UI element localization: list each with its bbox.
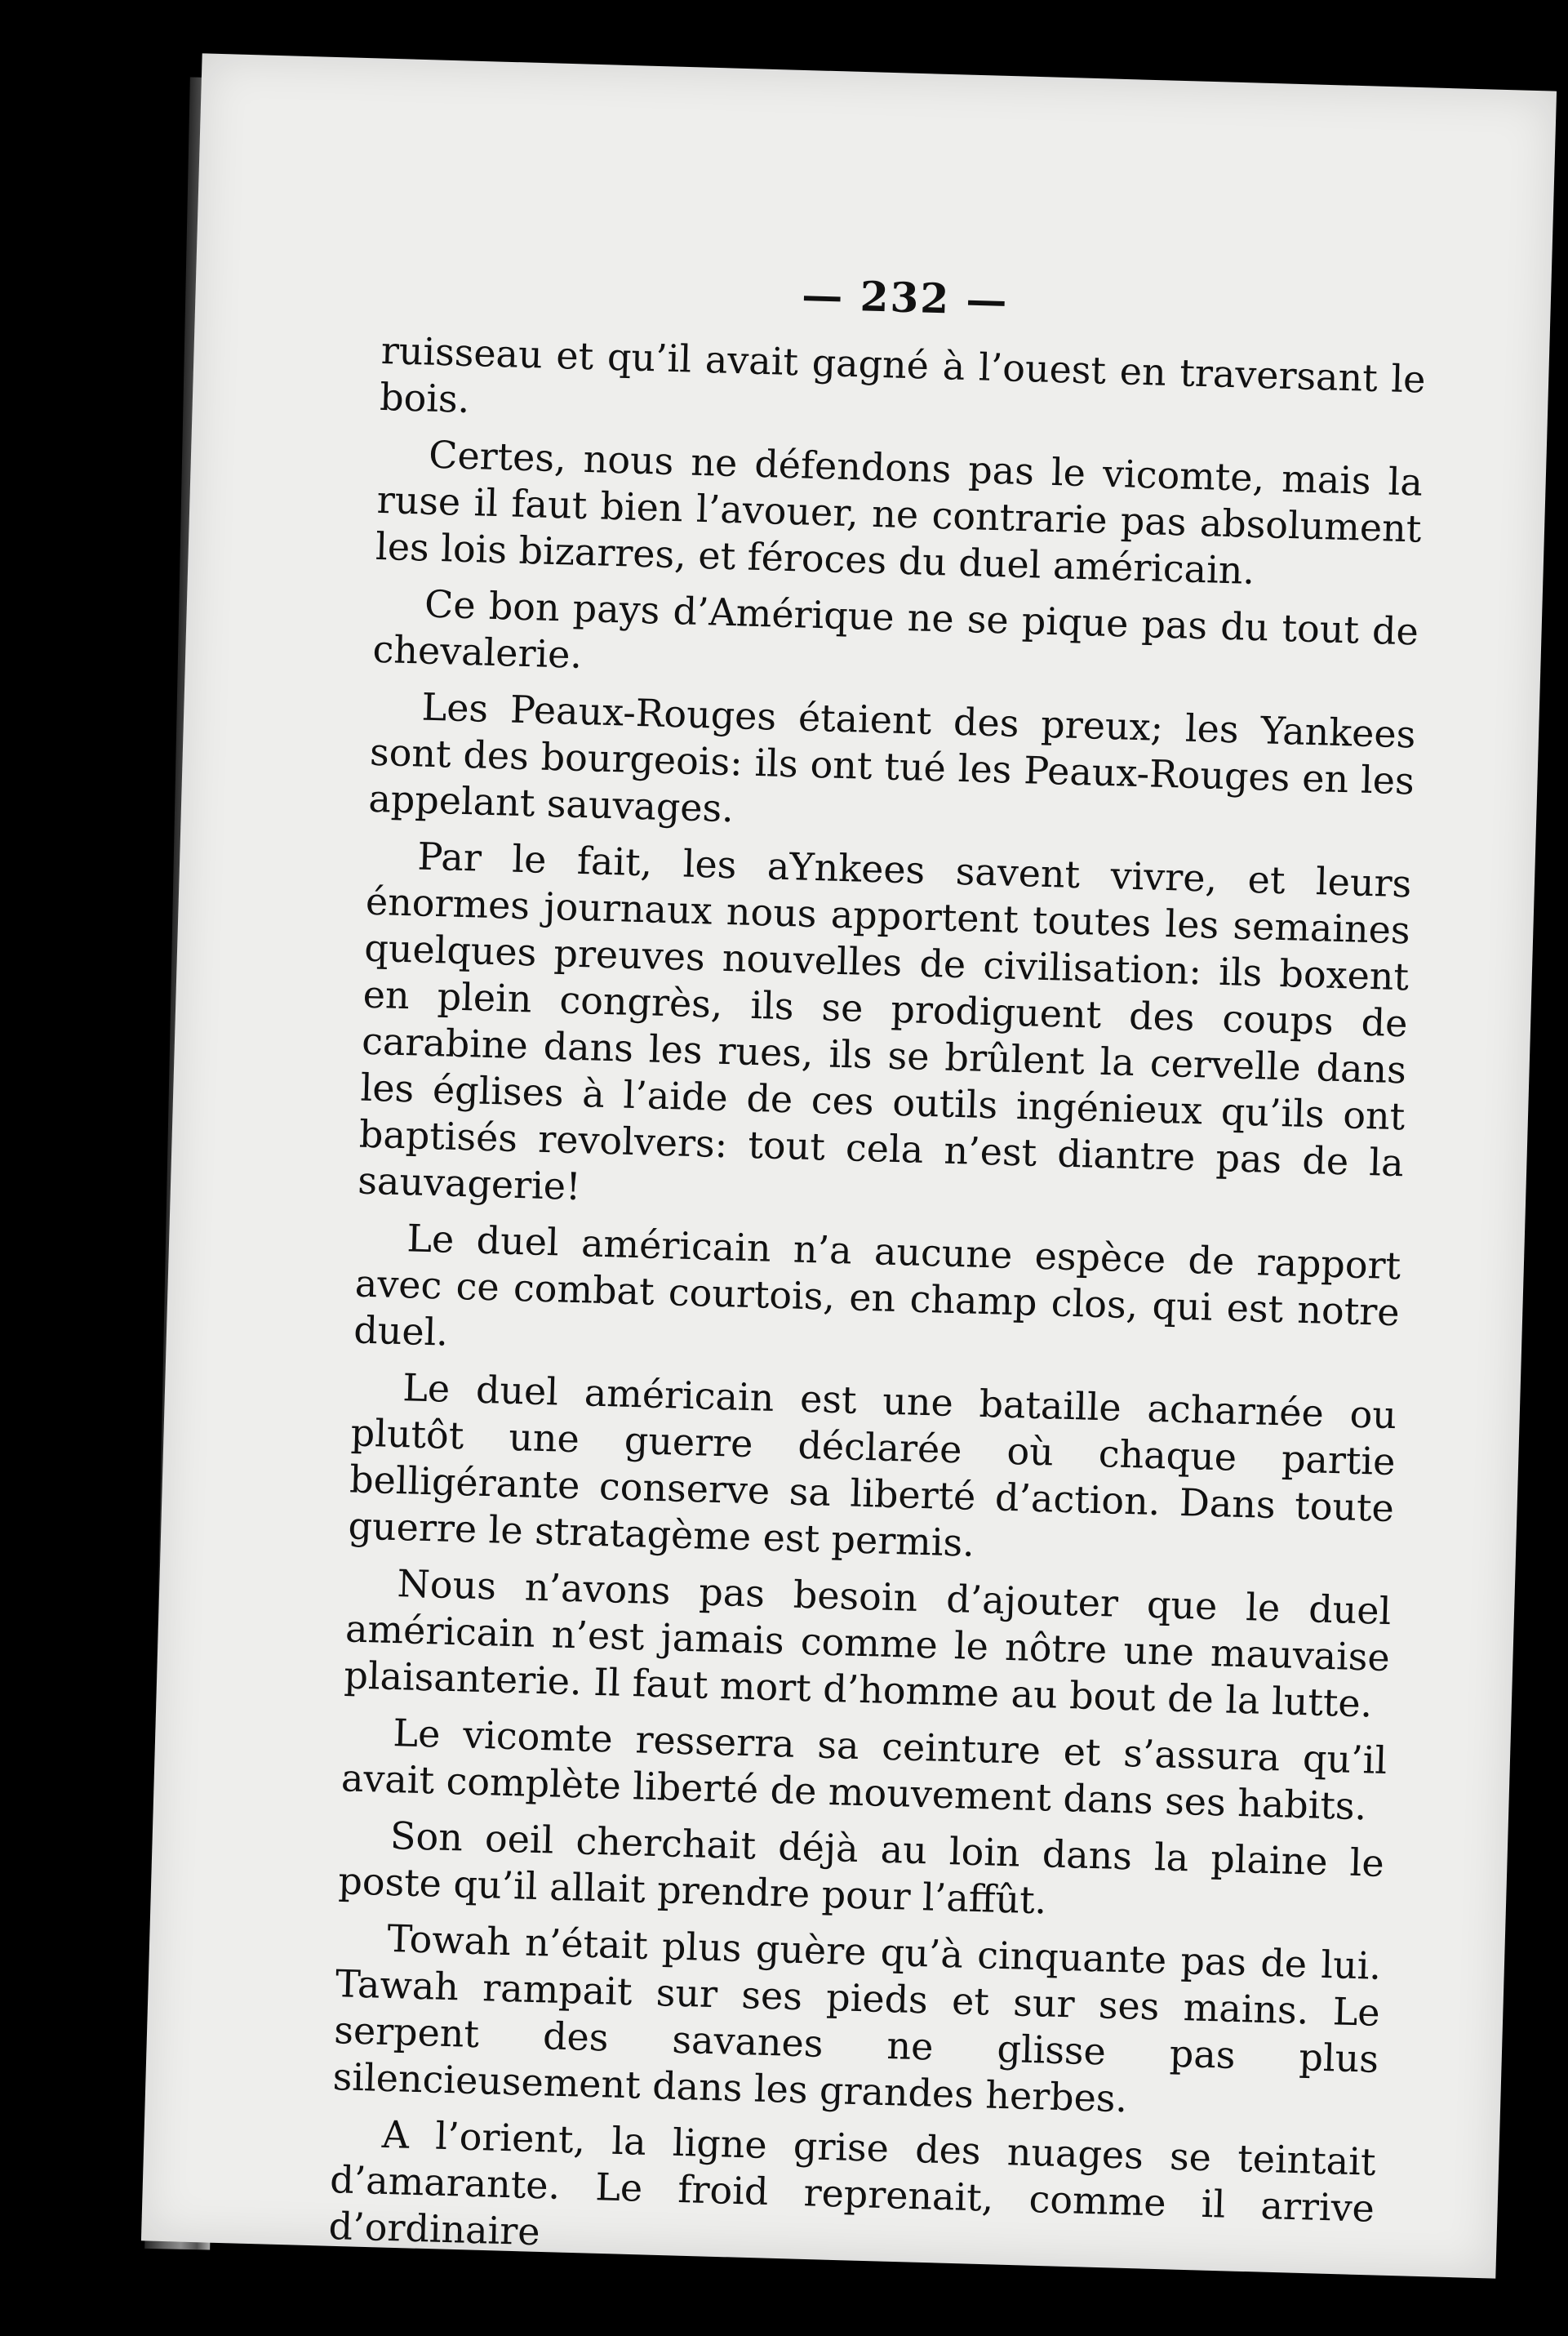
- paragraph: Par le fait, les aYnkees savent vivre, et leurs énormes journaux nous apportent toutes les semaines quelques preuves nouvelles de civilisation: ils boxent en plein congrès, ils se prodiguent des coups de carabine dans les rues, ils se brûlent la cervelle dans les églises à l’aide de ces outils ingénieux qu’ils ont baptisés revolvers: tout cela n’est diantre pas de la sauvagerie!: [357, 834, 1412, 1209]
- paragraph: Ce bon pays d’Amérique ne se pique pas du tout de chevalerie.: [371, 581, 1419, 677]
- paragraph: Le duel américain est une bataille acharnée ou plutôt une guerre déclarée où chaque partie belligérante conserve sa liberté d’action. Dans toute guerre le stratagème est permis.: [347, 1365, 1397, 1565]
- page-text: [328, 260, 1428, 2289]
- paragraph: Les Peaux-Rouges étaient des preux; les Yankees sont des bourgeois: ils ont tué les Peaux-Rouges en les appelant sauvages.: [367, 684, 1417, 831]
- paragraph: Son oeil cherchait déjà au loin dans la plaine le poste qu’il allait prendre pour l’affût.: [337, 1813, 1385, 1923]
- paragraph: A l’orient, la ligne grise des nuages se teintait d’amarante. Le froid reprenait, comme il arrive d’ordinaire: [327, 2111, 1377, 2254]
- paragraph: ruisseau et qu’il avait gagné à l’ouest en traversant le bois.: [379, 327, 1427, 421]
- paragraph: Le duel américain n’a aucune espèce de rapport avec ce combat courtois, en champ clos, qui est notre duel.: [353, 1216, 1401, 1355]
- paragraph: Certes, nous ne défendons pas le vicomte, mais la ruse il faut bien l’avouer, ne contrarie pas absolument les lois bizarres, et féroces du duel américain.: [375, 432, 1424, 593]
- paragraph: Le vicomte resserra sa ceinture et s’assura qu’il avait complète liberté de mouvement dans ses habits.: [340, 1711, 1388, 1829]
- paragraph: Towah n’était plus guère qu’à cinquante pas de lui. Tawah rampait sur ses pieds et sur ses mains. Le serpent des savanes ne glisse pas plus silencieusement dans les grandes herbes.: [332, 1916, 1382, 2121]
- paragraph: Nous n’avons pas besoin d’ajouter que le duel américain n’est jamais comme le nôtre une mauvaise plaisanterie. Il faut mort d’homme au bout de la lutte.: [343, 1561, 1393, 1726]
- page-number: — 232 —: [801, 270, 1010, 325]
